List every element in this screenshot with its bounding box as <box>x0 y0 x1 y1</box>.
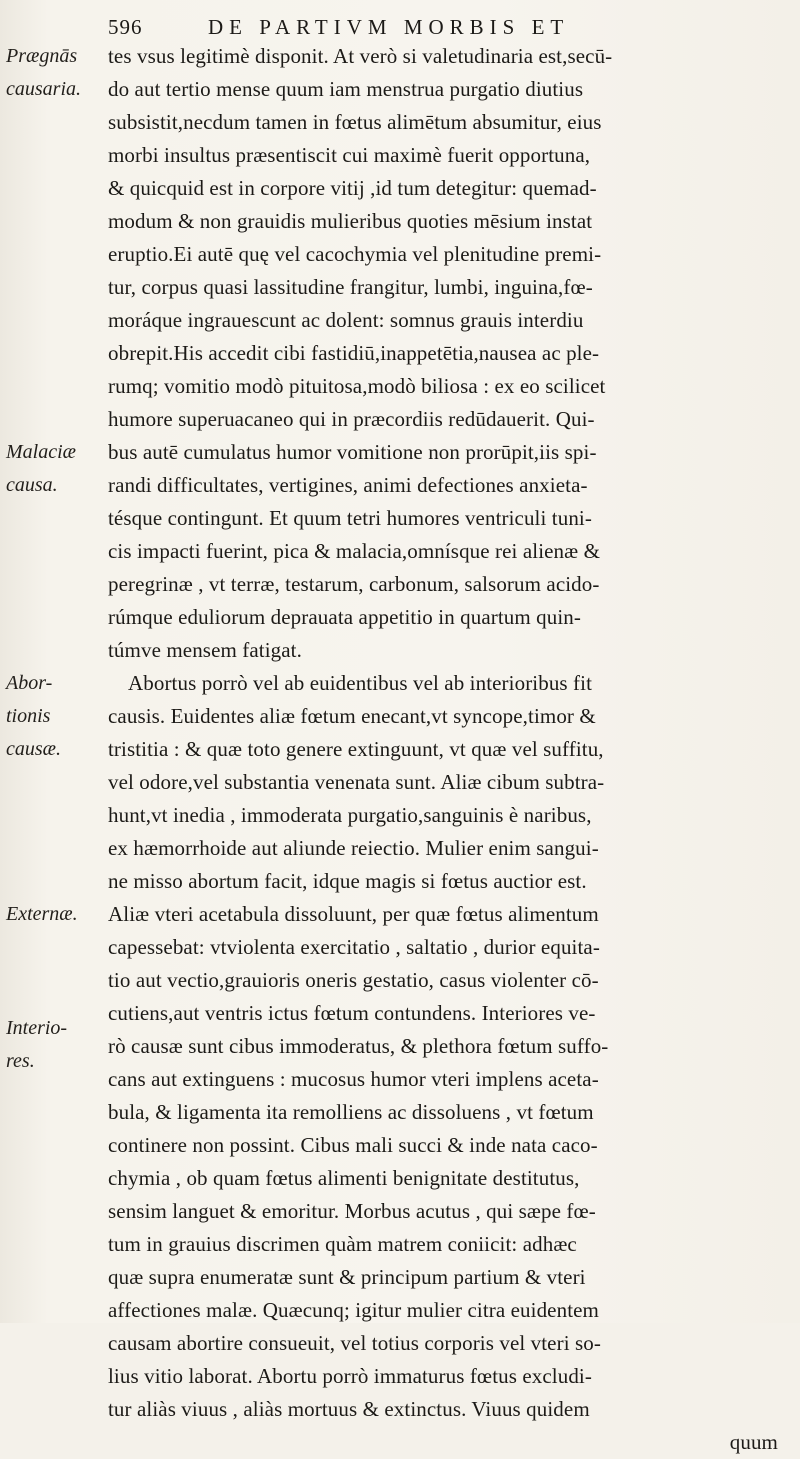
text-line: causis. Euidentes aliæ fœtum enecant,vt syncope,timor & <box>108 704 596 728</box>
text-line: cutiens,aut ventris ictus fœtum contundens. Interiores ve- <box>108 1001 596 1025</box>
page-number: 596 <box>108 15 143 39</box>
margin-note-malaciae: Malaciæ causa. <box>6 441 76 496</box>
text-line: capessebat: vtviolenta exercitatio , saltatio , durior equita- <box>108 935 600 959</box>
text-line: Aliæ vteri acetabula dissoluunt, per quæ fœtus alimentum <box>108 902 599 926</box>
margin-note-praegnans: Prægnās causaria. <box>6 45 81 100</box>
text-line: cans aut extinguens : mucosus humor vteri implens aceta- <box>108 1067 599 1091</box>
text-line: continere non possint. Cibus mali succi & inde nata caco- <box>108 1133 598 1157</box>
margin-note-interiores: Interio- res. <box>6 1017 68 1072</box>
text-line: sensim languet & emoritur. Morbus acutus , qui sæpe fœ- <box>108 1199 596 1223</box>
text-line: & quicquid est in corpore vitij ,id tum detegitur: quemad- <box>108 176 597 200</box>
text-line: randi difficultates, vertigines, animi defectiones anxieta- <box>108 473 588 497</box>
text-line: Abortus porrò vel ab euidentibus vel ab interioribus fit <box>128 671 593 695</box>
text-line: subsistit,necdum tamen in fœtus alimētum absumitur, eius <box>108 110 602 134</box>
text-line: ne misso abortum facit, idque magis si fœtus auctior est. <box>108 869 587 893</box>
text-line: tur, corpus quasi lassitudine frangitur, lumbi, inguina,fœ- <box>108 275 593 299</box>
text-line: chymia , ob quam fœtus alimenti benignitate destitutus, <box>108 1166 580 1190</box>
text-line: rò causæ sunt cibus immoderatus, & plethora fœtum suffo- <box>108 1034 609 1058</box>
text-line: lius vitio laborat. Abortu porrò immaturus fœtus excludi- <box>108 1364 592 1388</box>
body-text <box>108 40 788 1459</box>
margin-note-abortionis: Abor- tionis causæ. <box>6 672 61 760</box>
text-line: quum <box>729 1430 778 1454</box>
text-line: tur aliàs viuus , aliàs mortuus & extinctus. Viuus quidem <box>108 1397 590 1421</box>
text-line: rúmque eduliorum deprauata appetitio in quartum quin- <box>108 605 582 629</box>
margin-note-externae: Externæ. <box>6 903 78 925</box>
text-line: cis impacti fuerint, pica & malacia,omnísque rei alienæ & <box>108 539 601 563</box>
text-line: tristitia : & quæ toto genere extinguunt, vt quæ vel suffitu, <box>108 737 604 761</box>
margin-notes <box>6 0 96 1323</box>
text-line: do aut tertio mense quum iam menstrua purgatio diutius <box>108 77 584 101</box>
text-line: peregrinæ , vt terræ, testarum, carbonum, salsorum acido- <box>108 572 600 596</box>
text-line: rumq; vomitio modò pituitosa,modò biliosa : ex eo scilicet <box>108 374 606 398</box>
text-line: obrepit.His accedit cibi fastidiū,inappetētia,nausea ac ple- <box>108 341 600 365</box>
text-line: tio aut vectio,grauioris oneris gestatio, casus violenter cō- <box>108 968 599 992</box>
text-line: bula, & ligamenta ita remolliens ac dissoluens , vt fœtum <box>108 1100 594 1124</box>
text-line: ex hæmorrhoide aut aliunde reiectio. Mulier enim sangui- <box>108 836 599 860</box>
text-line: moráque ingrauescunt ac dolent: somnus grauis interdiu <box>108 308 584 332</box>
page-header <box>108 10 758 44</box>
text-line: morbi insultus præsentiscit cui maximè fuerit opportuna, <box>108 143 591 167</box>
text-line: tésque contingunt. Et quum tetri humores ventriculi tuni- <box>108 506 592 530</box>
text-line: affectiones malæ. Quæcunq; igitur mulier citra euidentem <box>108 1298 599 1322</box>
text-line: vel odore,vel substantia venenata sunt. Aliæ cibum subtra- <box>108 770 605 794</box>
text-line: eruptio.Ei autē quę vel cacochymia vel plenitudine premi- <box>108 242 602 266</box>
text-line: hunt,vt inedia , immoderata purgatio,sanguinis è naribus, <box>108 803 592 827</box>
running-title: DE PARTIVM MORBIS ET <box>208 15 570 39</box>
text-line: quæ supra enumeratæ sunt & principum partium & vteri <box>108 1265 586 1289</box>
text-line: humore superuacaneo qui in præcordiis redūdauerit. Qui- <box>108 407 595 431</box>
text-line: túmve mensem fatigat. <box>108 638 302 662</box>
text-line: tes vsus legitimè disponit. At verò si valetudinaria est,secū- <box>108 44 613 68</box>
text-line: causam abortire consueuit, vel totius corporis vel vteri so- <box>108 1331 601 1355</box>
text-line: bus autē cumulatus humor vomitione non prorūpit,iis spi- <box>108 440 597 464</box>
text-line: tum in grauius discrimen quàm matrem coniicit: adhæc <box>108 1232 577 1256</box>
text-line: modum & non grauidis mulieribus quoties mēsium instat <box>108 209 593 233</box>
